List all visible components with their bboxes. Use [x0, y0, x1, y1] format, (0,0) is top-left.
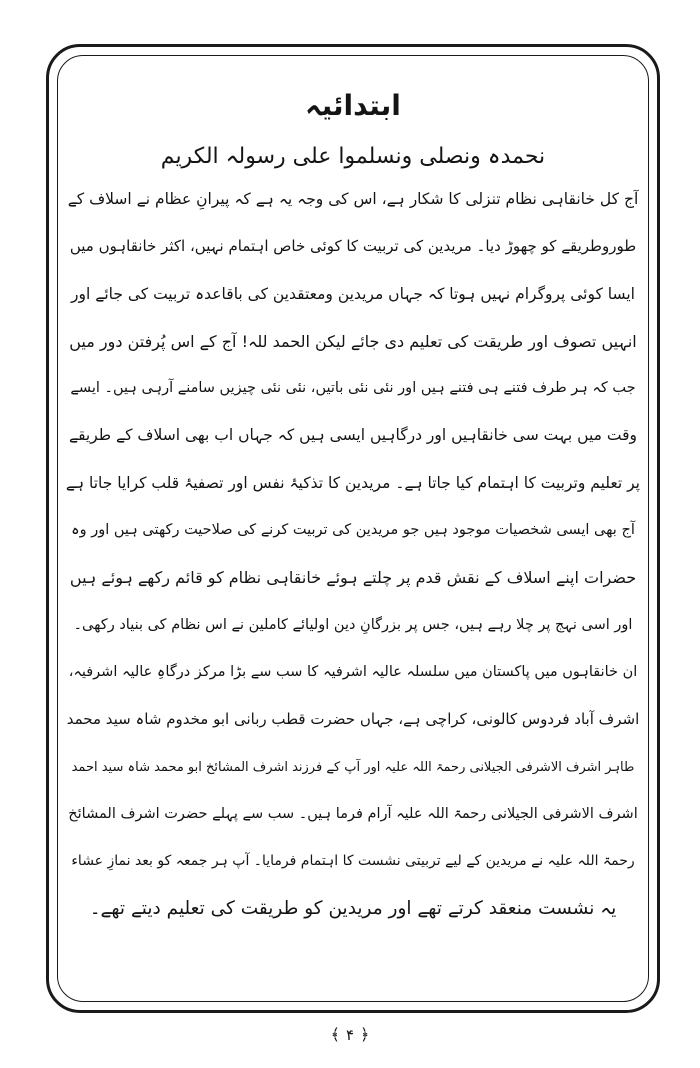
text-line: حضرات اپنے اسلاف کے نقش قدم پر چلتے ہوئے خانقاہی نظام کو قائم رکھے ہوئے ہیں	[69, 568, 637, 588]
text-line: اور اسی نہج پر چلا رہے ہیں، جس پر بزرگانِ دین اولیائے کاملین نے اس نظام کی بنیاد رکھی۔	[73, 616, 633, 633]
text-line: یہ نشست منعقد کرتے تھے اور مریدین کو طریقت کی تعلیم دیتے تھے۔	[89, 898, 617, 920]
text-line: جب کہ ہر طرف فتنے ہی فتنے ہیں اور نئی نئی باتیں، نئی نئی چیزیں سامنے آرہی ہیں۔ ایسے	[70, 380, 636, 397]
text-line: اشرف آباد فردوس کالونی، کراچی ہے، جہاں حضرت قطب ربانی ابو مخدوم شاہ سید محمد	[66, 710, 640, 729]
text-line: رحمۃ اللہ علیہ نے مریدین کے لیے تربیتی نشست کا اہتمام فرمایا۔ آپ ہر جمعہ کو بعد نمازِ عشاء	[71, 853, 635, 870]
body-text	[66, 176, 640, 933]
text-line: پر تعلیم وتربیت کا اہتمام کیا جاتا ہے۔ مریدین کا تذکیۂ نفس اور تصفیۂ قلب کرایا جاتا ہے	[66, 473, 640, 492]
text-line: اشرف الاشرفی الجیلانی رحمۃ اللہ علیہ آرام فرما ہیں۔ سب سے پہلے حضرت اشرف المشائخ	[68, 805, 638, 822]
ornament-bracket-icon: ﴾	[330, 1025, 340, 1044]
ornament-bracket-icon: ﴿	[360, 1025, 370, 1044]
text-line: طوروطریقے کو چھوڑ دیا۔ مریدین کی تربیت کا کوئی خاص اہتمام نہیں، اکثر خانقاہوں میں	[69, 237, 637, 256]
page-content	[66, 60, 640, 995]
text-line: ایسا کوئی پروگرام نہیں ہوتا کہ جہاں مریدین ومعتقدین کی باقاعدہ تربیت کی جائے اور	[71, 284, 635, 303]
salutation-line: نحمدہ ونصلی ونسلموا علی رسولہ الکریم	[160, 144, 546, 169]
text-line: آج بھی ایسی شخصیات موجود ہیں جو مریدین کی تربیت کرنے کی صلاحیت رکھتی ہیں اور وہ	[71, 522, 635, 539]
page-number	[310, 1022, 390, 1048]
page-title: ابتدائیہ	[305, 89, 401, 122]
text-line: طاہر اشرف الاشرفی الجیلانی رحمۃ اللہ علیہ اور آپ کے فرزند اشرف المشائخ ابو محمد شاہ سید احمد	[71, 759, 635, 775]
text-line: ان خانقاہوں میں پاکستان میں سلسلہ عالیہ اشرفیہ کا سب سے بڑا مرکز درگاہِ عالیہ اشرفیہ،	[68, 663, 638, 680]
text-line: آج کل خانقاہی نظام تنزلی کا شکار ہے، اس کی وجہ یہ ہے کہ پیرانِ عظام نے اسلاف کے	[67, 190, 639, 208]
text-line: انہیں تصوف اور طریقت کی تعلیم دی جائے لیکن الحمد للہ! آج کے اس پُرفتن دور میں	[69, 331, 637, 351]
text-line: وقت میں بہت سی خانقاہیں اور درگاہیں ایسی ہیں کہ جہاں اب بھی اسلاف کے طریقے	[68, 426, 637, 445]
page-number-value: ۴	[345, 1026, 355, 1044]
